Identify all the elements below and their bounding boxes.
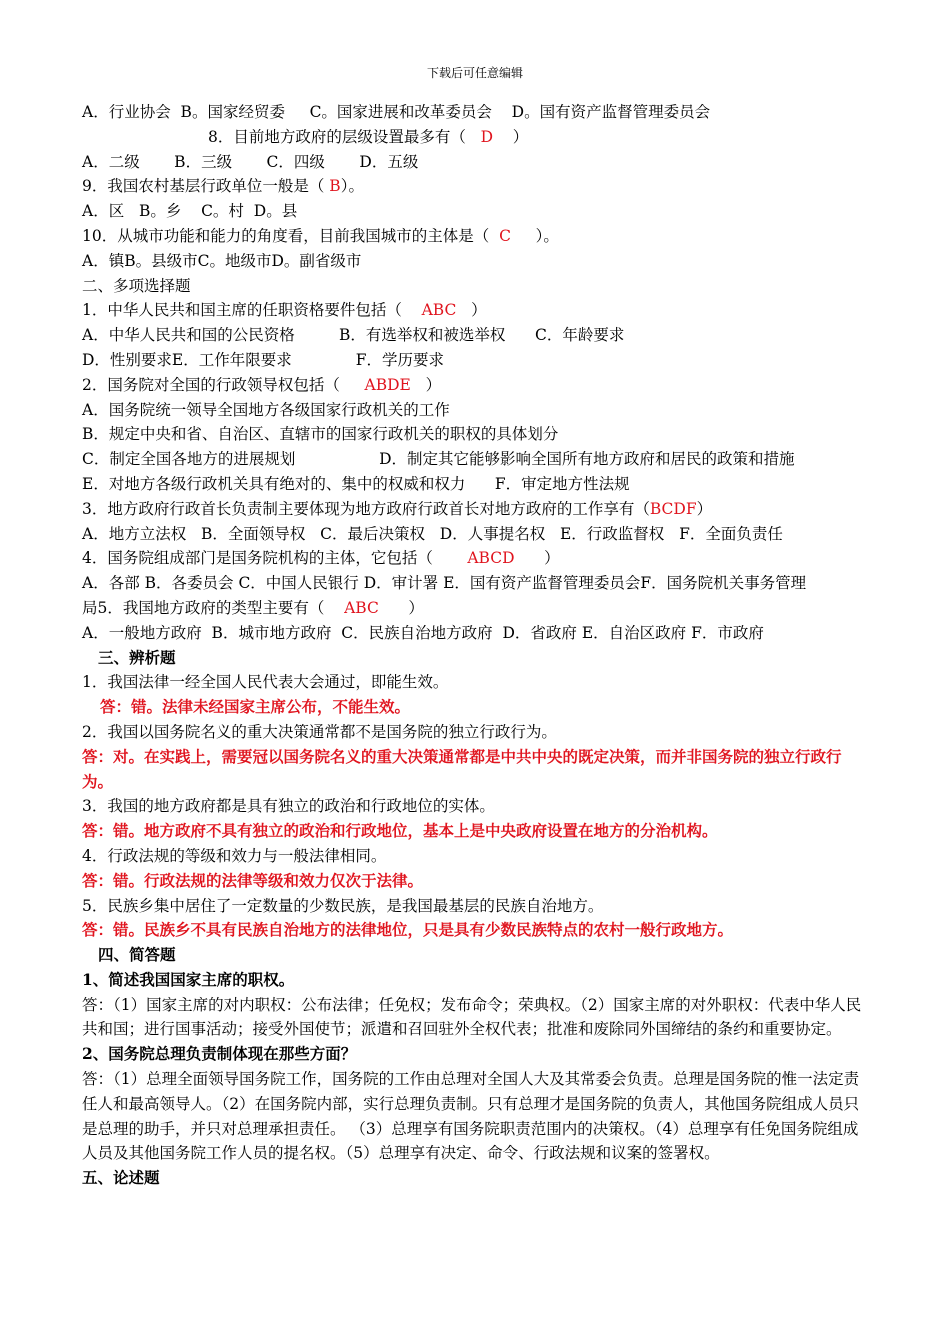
answer-options-line: D．性别要求E．工作年限要求 F．学历要求 <box>82 350 445 369</box>
question-text-tail: ） <box>410 375 442 394</box>
answer-text: 答：错。行政法规的法律等级和效力仅次于法律。 <box>82 870 424 890</box>
statement-line: 4．行政法规的等级和效力与一般法律相同。 <box>82 846 387 865</box>
answer-paragraph: 答：（1）总理全面领导国务院工作，国务院的工作由总理对全国人大及其常委会负责。总理是国务院的惟一法定责任人和最高领导人。（2）在国务院内部，实行总理负责制。只有总理才是国务院的负责人，其他国务院组成人员只是总理的助手，并只对总理承担责任。 （3）总理享有国务院职责范围内的决策权。（4）总理享有任免国务院组成人员及其他国务院工作人员的提名权。（5）总理享有决定、命令、行政法规和议案的签署权。 <box>82 1070 860 1163</box>
answer-options-line: A．行业协会 B。国家经贸委 C。国家进展和改革委员会 D。国有资产监督管理委员会 <box>82 103 711 121</box>
answer-key: BCDF <box>649 499 697 518</box>
section-heading: 三、辨析题 <box>98 647 176 667</box>
answer-text: 答：错。法律未经国家主席公布，不能生效。 <box>100 697 411 717</box>
answer-key: ABCD <box>467 549 515 568</box>
question-text-tail: ） <box>493 127 529 146</box>
question-text: 10．从城市功能和能力的角度看，目前我国城市的主体是（ <box>82 226 500 245</box>
section-heading: 二、多项选择题 <box>82 276 191 295</box>
answer-options-line: A．中华人民共和国的公民资格 B．有选举权和被选举权 C．年龄要求 <box>82 326 625 345</box>
answer-text: 答：错。民族乡不具有民族自治地方的法律地位，只是具有少数民族特点的农村一般行政地方。 <box>82 920 734 940</box>
question-text-tail: ） <box>696 499 713 518</box>
answer-key: D <box>480 127 494 146</box>
question-heading: 2、国务院总理负责制体现在那些方面？ <box>82 1044 357 1064</box>
question-text: 1．中华人民共和国主席的任职资格要件包括（ <box>82 301 422 320</box>
answer-text: 答：对。在实践上，需要冠以国务院名义的重大决策通常都是中共中央的既定决策，而并非国务院的独立行政行为。 <box>82 746 842 791</box>
question-line <box>82 298 862 323</box>
statement-line: 2．我国以国务院名义的重大决策通常都不是国务院的独立行政行为。 <box>82 722 557 741</box>
question-text: 3．地方政府行政首长负责制主要体现为地方政府行政首长对地方政府的工作享有（ <box>82 499 650 518</box>
answer-key: B <box>329 177 341 196</box>
statement-line: 1．我国法律一经全国人民代表大会通过，即能生效。 <box>82 673 449 692</box>
question-text: 9．我国农村基层行政单位一般是（ <box>82 177 330 196</box>
question-line <box>82 596 862 621</box>
question-heading: 1、简述我国国家主席的职权。 <box>82 969 295 989</box>
answer-options-line: A．区 B。乡 C。村 D。县 <box>82 202 298 221</box>
question-text: 8．目前地方政府的层级设置最多有（ <box>208 127 481 146</box>
answer-key: ABDE <box>364 375 411 394</box>
answer-option: B．规定中央和省、自治区、直辖市的国家行政机关的职权的具体划分 <box>82 425 559 444</box>
answer-key: C <box>499 226 511 245</box>
question-line <box>82 373 862 398</box>
question-text: 2．国务院对全国的行政领导权包括（ <box>82 375 365 394</box>
answer-key: ABC <box>421 301 457 320</box>
question-line <box>82 224 862 249</box>
answer-options-line: C．制定全国各地方的进展规划 D．制定其它能够影响全国所有地方政府和居民的政策和措施 <box>82 450 795 469</box>
question-text-tail: ） <box>378 598 424 617</box>
answer-options-line: E．对地方各级行政机关具有绝对的、集中的权威和权力 F．审定地方性法规 <box>82 474 630 493</box>
answer-options-line: A．镇B。县级市C。地级市D。副省级市 <box>82 251 362 270</box>
question-line <box>82 174 862 199</box>
question-text-tail: ）。 <box>340 177 364 196</box>
answer-options-line: A．地方立法权 B．全面领导权 C．最后决策权 D．人事提名权 E．行政监督权 F．全面负责任 <box>82 524 783 543</box>
question-text-tail: ） <box>514 549 560 568</box>
question-text-tail: ）。 <box>510 226 559 245</box>
question-line <box>82 125 862 150</box>
answer-options-line: A．各部 B．各委员会 C．中国人民银行 D．审计署 E．国有资产监督管理委员会F．国务院机关事务管理 <box>82 574 807 593</box>
question-text-tail: ） <box>456 301 487 320</box>
question-text: 局5．我国地方政府的类型主要有（ <box>82 598 345 617</box>
answer-option: A．国务院统一领导全国地方各级国家行政机关的工作 <box>82 400 450 419</box>
page-header: 下载后可任意编辑 <box>426 66 523 80</box>
statement-line: 3．我国的地方政府都是具有独立的政治和行政地位的实体。 <box>82 797 495 816</box>
answer-paragraph: 答：（1）国家主席的对内职权：公布法律；任免权；发布命令；荣典权。（2）国家主席的对外职权：代表中华人民共和国；进行国事活动；接受外国使节；派遣和召回驻外全权代表；批准和废除同外国缔结的条约和重要协定。 <box>82 995 862 1039</box>
question-line <box>82 546 862 571</box>
statement-line: 5．民族乡集中居住了一定数量的少数民族，是我国最基层的民族自治地方。 <box>82 896 604 915</box>
answer-text: 答：错。地方政府不具有独立的政治和行政地位，基本上是中央政府设置在地方的分治机构。 <box>82 821 718 841</box>
answer-options-line: A．二级 B．三级 C．四级 D．五级 <box>82 152 419 171</box>
section-heading: 四、简答题 <box>98 945 176 965</box>
document-body <box>82 100 862 1191</box>
question-line <box>82 497 862 522</box>
answer-options-line: A．一般地方政府 B．城市地方政府 C．民族自治地方政府 D．省政府 E．自治区政府 F．市政府 <box>82 623 764 642</box>
answer-key: ABC <box>344 598 379 617</box>
section-heading: 五、论述题 <box>82 1168 160 1188</box>
question-text: 4．国务院组成部门是国务院机构的主体，它包括（ <box>82 549 468 568</box>
